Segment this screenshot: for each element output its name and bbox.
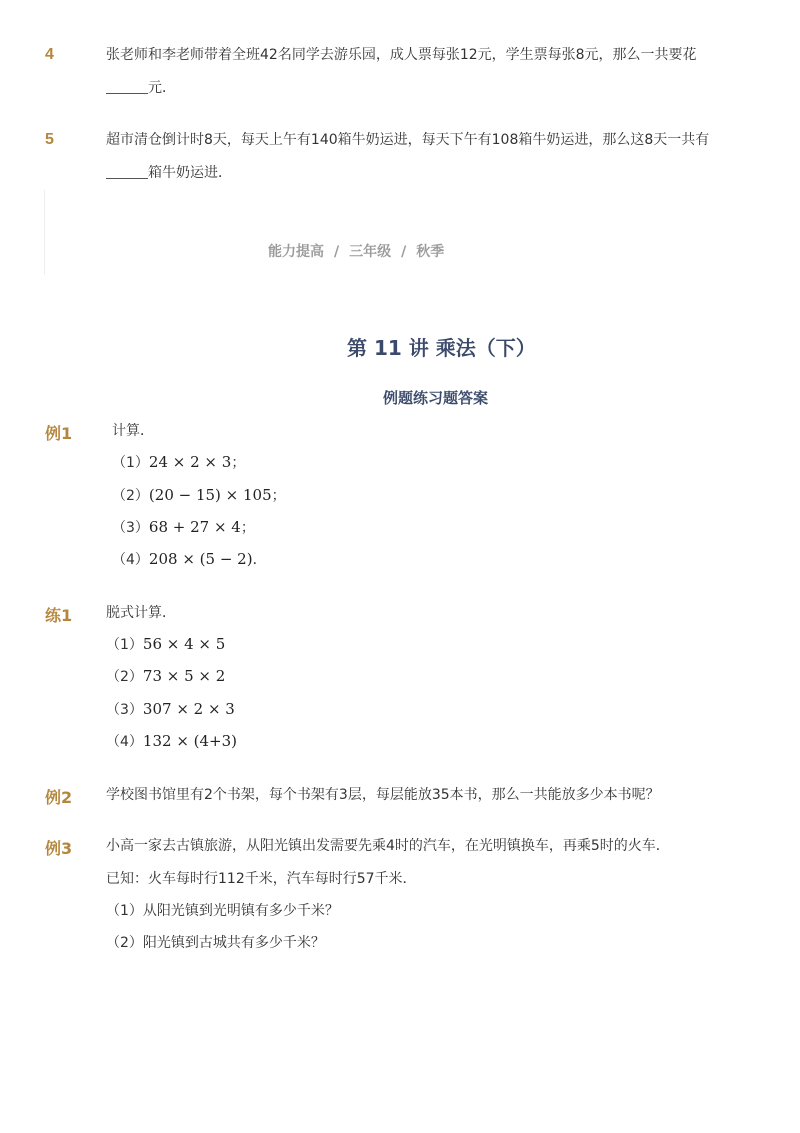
item-prefix: （2）	[106, 669, 143, 685]
item-suffix: ；	[271, 488, 286, 504]
item-suffix: ；	[231, 455, 246, 471]
problem-5-line2	[106, 163, 232, 183]
answer-blank	[106, 79, 148, 94]
item-prefix: （4）	[112, 552, 149, 568]
item-prefix: （1）	[106, 637, 143, 653]
example-1-intro: 计算．	[112, 423, 154, 439]
answer-blank	[106, 164, 148, 179]
item-prefix: （2）	[112, 488, 149, 504]
example-3-text: 小高一家去古镇旅游，从阳光镇出发需要先乘4时的汽车，在光明镇换车，再乘5时的火车．	[106, 838, 670, 854]
math-expression: 24 × 2 × 3	[148, 453, 232, 471]
problem-number-5: 5	[45, 131, 54, 148]
math-expression: 56 × 4 × 5	[142, 635, 226, 653]
example-2-label: 例2	[45, 788, 73, 807]
math-expression: 208 × (5 − 2)	[148, 550, 253, 568]
problem-4-text: 张老师和李老师带着全班42名同学去游乐园，成人票每张12元，学生票每张8元，那么一共要花	[106, 47, 697, 63]
margin-divider	[44, 190, 45, 275]
example-1-item	[112, 485, 286, 506]
practice-1-item	[106, 731, 237, 752]
page-title: 第 11 讲 乘法（下）	[347, 336, 536, 360]
problem-4-line2	[106, 78, 176, 98]
practice-1-item	[106, 634, 225, 655]
math-expression: 307 × 2 × 3	[142, 700, 235, 718]
practice-1-item	[106, 699, 235, 720]
math-expression: 132 × (4+3)	[142, 732, 238, 750]
example-1-item	[112, 517, 255, 538]
breadcrumb-separator: /	[334, 244, 340, 260]
problem-number-4: 4	[45, 46, 54, 63]
math-expression: 73 × 5 × 2	[142, 667, 226, 685]
breadcrumb	[268, 241, 444, 261]
example-3-question-1: （1）从阳光镇到光明镇有多少千米？	[106, 903, 339, 919]
item-prefix: （1）	[112, 455, 149, 471]
example-1-item	[112, 549, 267, 570]
problem-5-suffix: 箱牛奶运进．	[148, 165, 232, 181]
breadcrumb-grade: 三年级	[349, 244, 392, 260]
breadcrumb-term: 秋季	[416, 244, 445, 260]
example-3-given: 已知：火车每时行112千米，汽车每时行57千米．	[106, 871, 417, 887]
example-2-text: 学校图书馆里有2个书架，每个书架有3层，每层能放35本书，那么一共能放多少本书呢？	[106, 787, 660, 803]
math-expression: (20 − 15) × 105	[148, 486, 272, 504]
example-1-item	[112, 452, 245, 473]
breadcrumb-level: 能力提高	[268, 244, 324, 260]
breadcrumb-separator: /	[401, 244, 407, 260]
item-prefix: （3）	[112, 520, 149, 536]
section-title: 例题练习题答案	[383, 389, 489, 407]
practice-1-label: 练1	[45, 606, 73, 625]
math-expression: 68 + 27 × 4	[148, 518, 241, 536]
item-prefix: （3）	[106, 702, 143, 718]
item-suffix: ；	[240, 520, 255, 536]
example-3-label: 例3	[45, 839, 73, 858]
example-1-label: 例1	[45, 424, 73, 443]
problem-5-text: 超市清仓倒计时8天，每天上午有140箱牛奶运进，每天下午有108箱牛奶运进，那么这8天一共有	[106, 132, 710, 148]
practice-1-item	[106, 666, 225, 687]
example-3-question-2: （2）阳光镇到古城共有多少千米？	[106, 935, 325, 951]
item-prefix: （4）	[106, 734, 143, 750]
practice-1-intro: 脱式计算．	[106, 605, 176, 621]
item-suffix: ．	[252, 552, 267, 568]
problem-4-suffix: 元．	[148, 80, 176, 96]
